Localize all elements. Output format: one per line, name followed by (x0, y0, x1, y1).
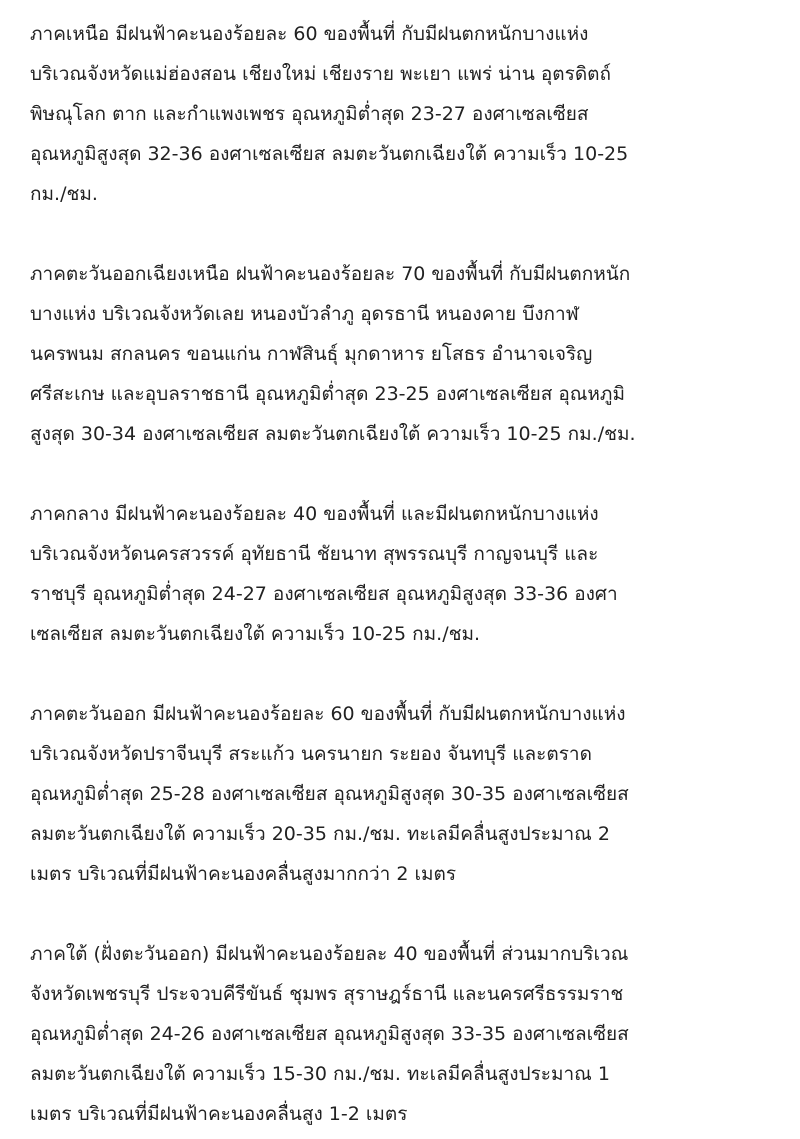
text-line: พิษณุโลก ตาก และกำแพงเพชร อุณหภูมิต่ำสุด 23-27 องศาเซลเซียส (30, 103, 589, 125)
text-line: ภาคกลาง มีฝนฟ้าคะนองร้อยละ 40 ของพื้นที่ และมีฝนตกหนักบางแห่ง (30, 503, 599, 525)
text-line: อุณหภูมิสูงสุด 32-36 องศาเซลเซียส ลมตะวันตกเฉียงใต้ ความเร็ว 10-25 (30, 143, 629, 165)
text-line: อุณหภูมิต่ำสุด 25-28 องศาเซลเซียส อุณหภูมิสูงสุด 30-35 องศาเซลเซียส (30, 783, 629, 805)
forecast-east (30, 694, 780, 894)
text-line: บริเวณจังหวัดปราจีนบุรี สระแก้ว นครนายก ระยอง จันทบุรี และตราด (30, 743, 592, 765)
text-line: ภาคตะวันออก มีฝนฟ้าคะนองร้อยละ 60 ของพื้นที่ กับมีฝนตกหนักบางแห่ง (30, 703, 626, 725)
weather-forecast-article (30, 14, 780, 1134)
text-line: นครพนม สกลนคร ขอนแก่น กาฬสินธุ์ มุกดาหาร ยโสธร อำนาจเจริญ (30, 343, 593, 365)
forecast-south-east-coast (30, 934, 780, 1134)
text-line: ภาคตะวันออกเฉียงเหนือ ฝนฟ้าคะนองร้อยละ 70 ของพื้นที่ กับมีฝนตกหนัก (30, 263, 631, 285)
text-line: ลมตะวันตกเฉียงใต้ ความเร็ว 20-35 กม./ชม. ทะเลมีคลื่นสูงประมาณ 2 (30, 823, 610, 845)
text-line: บริเวณจังหวัดแม่ฮ่องสอน เชียงใหม่ เชียงราย พะเยา แพร่ น่าน อุตรดิตถ์ (30, 63, 612, 85)
forecast-central (30, 494, 780, 654)
text-line: เซลเซียส ลมตะวันตกเฉียงใต้ ความเร็ว 10-25 กม./ชม. (30, 623, 481, 645)
text-line: บริเวณจังหวัดนครสวรรค์ อุทัยธานี ชัยนาท สุพรรณบุรี กาญจนบุรี และ (30, 543, 599, 565)
text-line: จังหวัดเพชรบุรี ประจวบคีรีขันธ์ ชุมพร สุราษฎร์ธานี และนครศรีธรรมราช (30, 983, 624, 1005)
text-line: ภาคเหนือ มีฝนฟ้าคะนองร้อยละ 60 ของพื้นที่ กับมีฝนตกหนักบางแห่ง (30, 23, 589, 45)
text-line: ลมตะวันตกเฉียงใต้ ความเร็ว 15-30 กม./ชม. ทะเลมีคลื่นสูงประมาณ 1 (30, 1063, 610, 1085)
forecast-north (30, 14, 780, 214)
text-line: อุณหภูมิต่ำสุด 24-26 องศาเซลเซียส อุณหภูมิสูงสุด 33-35 องศาเซลเซียส (30, 1023, 629, 1045)
forecast-northeast (30, 254, 780, 454)
text-line: ภาคใต้ (ฝั่งตะวันออก) มีฝนฟ้าคะนองร้อยละ 40 ของพื้นที่ ส่วนมากบริเวณ (30, 943, 629, 965)
text-line: ราชบุรี อุณหภูมิต่ำสุด 24-27 องศาเซลเซียส อุณหภูมิสูงสุด 33-36 องศา (30, 583, 618, 605)
text-line: เมตร บริเวณที่มีฝนฟ้าคะนองคลื่นสูง 1-2 เมตร (30, 1103, 408, 1125)
text-line: สูงสุด 30-34 องศาเซลเซียส ลมตะวันตกเฉียงใต้ ความเร็ว 10-25 กม./ชม. (30, 423, 636, 445)
text-line: กม./ชม. (30, 183, 98, 205)
text-line: ศรีสะเกษ และอุบลราชธานี อุณหภูมิต่ำสุด 23-25 องศาเซลเซียส อุณหภูมิ (30, 383, 625, 405)
text-line: เมตร บริเวณที่มีฝนฟ้าคะนองคลื่นสูงมากกว่า 2 เมตร (30, 863, 457, 885)
text-line: บางแห่ง บริเวณจังหวัดเลย หนองบัวลำภู อุดรธานี หนองคาย บึงกาฬ (30, 303, 579, 325)
